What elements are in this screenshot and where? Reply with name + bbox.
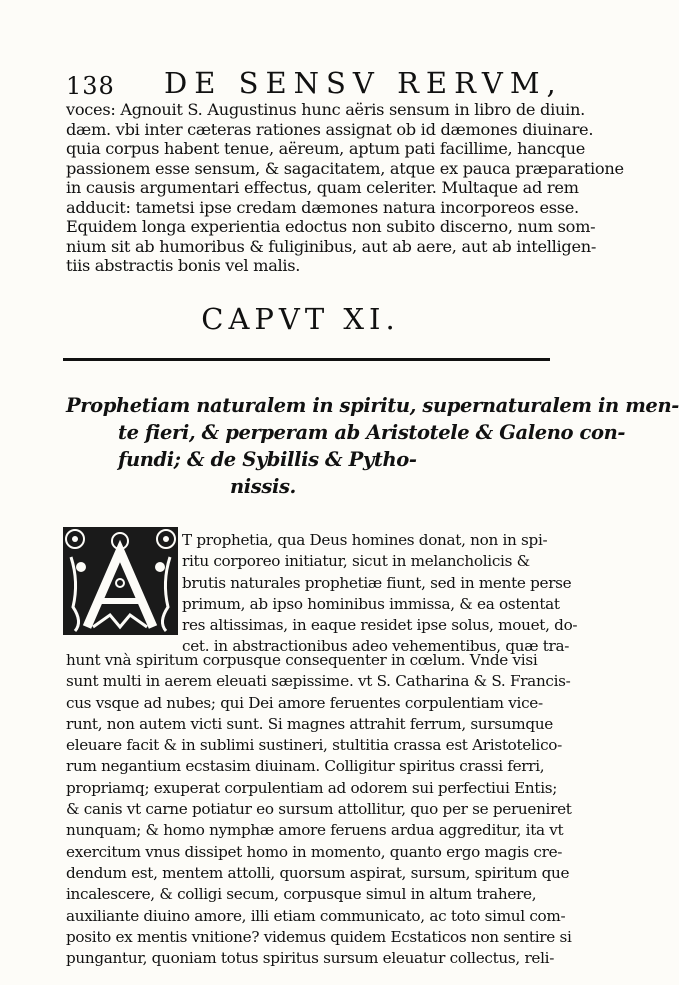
page-number: 138 <box>66 72 115 100</box>
text-line: dæm. vbi inter cæteras rationes assignat ob id dæmones diuinare. <box>66 119 594 139</box>
text-line: runt, non autem victi sunt. Si magnes attrahit ferrum, sursumque <box>66 714 553 733</box>
text-line: ritu corporeo initiatur, sicut in melancholicis & <box>182 552 530 571</box>
text-line: posito ex mentis vnitione? videmus quidem Ecstaticos non sentire si <box>66 927 572 946</box>
running-title: DE SENSV RERVM, <box>164 66 563 100</box>
body-paragraph-start <box>182 530 578 658</box>
text-line: voces: Agnouit S. Augustinus hunc aëris sensum in libro de diuin. <box>66 100 585 119</box>
text-line: cus vsque ad nubes; qui Dei amore feruentes corpulentiam vice- <box>66 693 543 712</box>
text-line: tiis abstractis bonis vel malis. <box>66 256 301 275</box>
text-line: sunt multi in aerem eleuati sæpissime. vt S. Catharina & S. Francis- <box>66 672 571 691</box>
text-line: propriamq; exuperat corpulentiam ad odorem sui perfectiui Entis; <box>66 778 558 797</box>
text-line: hunt vnà spiritum corpusque consequenter in cœlum. Vnde visi <box>66 651 538 669</box>
text-line: quia corpus habent tenue, aëreum, aptum pati facillime, hancque <box>66 139 586 158</box>
text-line: pungantur, quoniam totus spiritus sursum eleuatur collectus, reli- <box>66 949 555 968</box>
summary-line: Prophetiam naturalem in spiritu, supernaturalem in men- <box>66 394 679 417</box>
chapter-title: CAPVT XI. <box>201 302 400 336</box>
text-line: res altissimas, in eaque residet ipse solus, mouet, do- <box>182 616 578 635</box>
text-line: T prophetia, qua Deus homines donat, non in spi- <box>182 531 548 549</box>
text-line: brutis naturales prophetiæ fiunt, sed in mente perse <box>182 573 572 592</box>
text-line: rum negantium ecstasim diuinam. Colligitur spiritus crassi ferri, <box>66 757 545 776</box>
summary-line: nissis. <box>230 475 296 498</box>
intro-paragraph <box>66 100 624 276</box>
text-line: nunquam; & homo nymphæ amore feruens ardua aggreditur, ita vt <box>66 821 564 840</box>
text-line: in causis argumentari effectus, quam celeriter. Multaque ad rem <box>66 178 579 197</box>
text-line: cet. in abstractionibus adeo vehementibus, quæ tra- <box>182 637 570 656</box>
summary-line: fundi; & de Sybillis & Pytho- <box>118 448 417 471</box>
text-line: nium sit ab humoribus & fuliginibus, aut ab aere, aut ab intelligen- <box>66 236 597 256</box>
text-line: auxiliante diuino amore, illi etiam communicato, ac toto simul com- <box>66 906 566 925</box>
text-line: dendum est, mentem attolli, quorsum aspirat, sursum, spiritum que <box>66 863 570 882</box>
decorated-initial <box>63 527 178 635</box>
body-paragraph <box>66 650 572 969</box>
text-line: exercitum vnus dissipet homo in momento, quanto ergo magis cre- <box>66 842 563 861</box>
chapter-summary <box>66 392 679 500</box>
decorated-initial-art <box>63 527 178 635</box>
text-line: & canis vt carne potiatur eo sursum attollitur, quo per se perueniret <box>66 800 572 819</box>
text-line: Equidem longa experientia edoctus non subito discerno, num som- <box>66 217 596 236</box>
text-line: passionem esse sensum, & sagacitatem, atque ex pauca præparatione <box>66 158 624 178</box>
text-line: incalescere, & colligi secum, corpusque simul in altum trahere, <box>66 885 537 904</box>
text-line: adducit: tametsi ipse credam dæmones natura incorporeos esse. <box>66 197 579 217</box>
chapter-divider <box>63 358 550 361</box>
summary-line: te fieri, & perperam ab Aristotele & Galeno con- <box>118 421 626 444</box>
text-line: eleuare facit & in sublimi sustineri, stultitia crassa est Aristotelico- <box>66 736 562 755</box>
text-line: primum, ab ipso hominibus immissa, & ea ostentat <box>182 594 560 613</box>
